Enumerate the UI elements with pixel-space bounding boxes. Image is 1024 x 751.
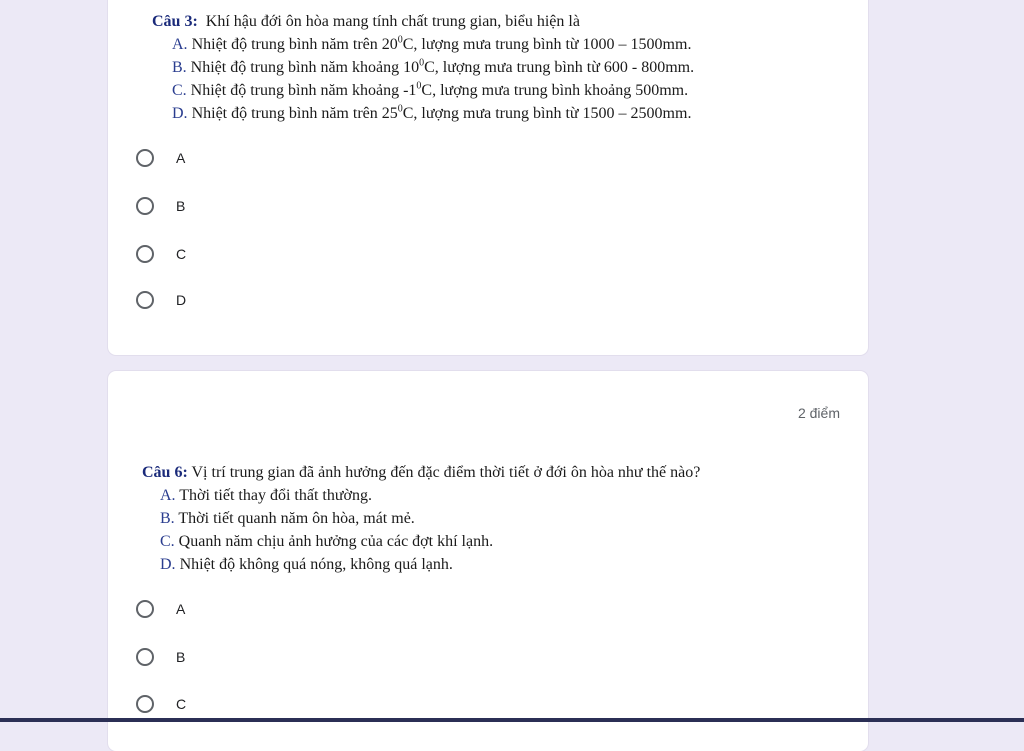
radio-button[interactable]: [136, 291, 154, 309]
option-b[interactable]: [136, 644, 185, 670]
radio-button[interactable]: [136, 600, 154, 618]
option-label: A: [176, 601, 186, 617]
points-label: 2 điểm: [797, 405, 840, 421]
option-label: C: [176, 696, 187, 712]
question-3-choice-d: D. Nhiệt độ trung bình năm trên $25^0C$, lượng mưa trung bình từ 1500 – 2500mm.: [172, 103, 692, 122]
question-6-choice-c: C. Quanh năm chịu ảnh hưởng của các đợt khí lạnh.: [160, 533, 494, 550]
question-6-title: [142, 463, 700, 483]
question-6-number: Câu 6:: [142, 464, 188, 481]
radio-button[interactable]: [136, 695, 154, 713]
taskbar-edge: [0, 718, 1024, 722]
option-label: A: [176, 150, 186, 166]
radio-button[interactable]: [136, 197, 154, 215]
option-label: D: [176, 292, 187, 308]
option-label: B: [176, 649, 186, 665]
question-3-text: Khí hậu đới ôn hòa mang tính chất trung gian, biểu hiện là: [205, 13, 580, 30]
question-6-choice-d: D. Nhiệt độ không quá nóng, không quá lạnh.: [160, 556, 453, 573]
option-d[interactable]: [136, 287, 186, 313]
radio-button[interactable]: [136, 648, 154, 666]
option-b[interactable]: [136, 193, 185, 219]
option-c[interactable]: [136, 241, 186, 267]
question-3-choice-b: B. Nhiệt độ trung bình năm khoảng $10^0C$, lượng mưa trung bình từ 600 - 800mm.: [172, 57, 695, 76]
option-label: C: [176, 246, 187, 262]
question-3-choice-a: A. Nhiệt độ trung bình năm trên $20^0C$, lượng mưa trung bình từ 1000 – 1500mm.: [172, 34, 692, 53]
question-3-title: [152, 12, 580, 32]
radio-button[interactable]: [136, 149, 154, 167]
option-a[interactable]: [136, 145, 185, 171]
option-c[interactable]: [136, 691, 186, 717]
option-a[interactable]: [136, 596, 185, 622]
question-6-choice-b: B. Thời tiết quanh năm ôn hòa, mát mẻ.: [160, 510, 415, 527]
option-label: B: [176, 198, 186, 214]
question-6-choice-a: A. Thời tiết thay đổi thất thường.: [160, 487, 372, 504]
question-card-3: [108, 0, 868, 355]
question-6-text: Vị trí trung gian đã ảnh hưởng đến đặc điểm thời tiết ở đới ôn hòa như thế nào?: [191, 464, 701, 481]
question-3-number: Câu 3:: [152, 13, 198, 30]
radio-button[interactable]: [136, 245, 154, 263]
question-3-choice-c: C. Nhiệt độ trung bình năm khoảng $-1^0C$, lượng mưa trung bình khoảng 500mm.: [172, 80, 689, 99]
question-card-6: [108, 371, 868, 751]
